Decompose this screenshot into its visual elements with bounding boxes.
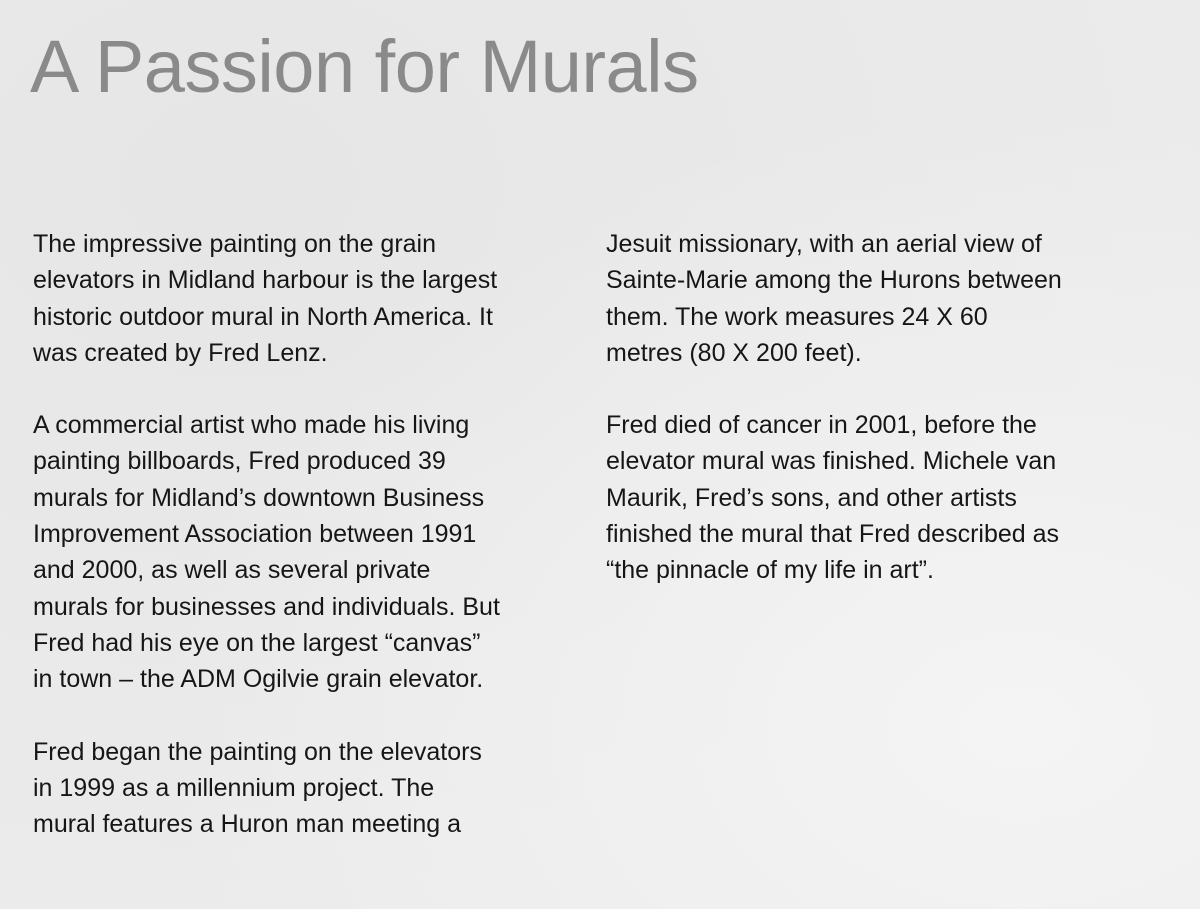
text-line: was created by Fred Lenz. (33, 338, 328, 367)
page-title: A Passion for Murals (30, 25, 699, 108)
text-line: in town – the ADM Ogilvie grain elevator. (33, 665, 484, 694)
text-line: mural features a Huron man meeting a (33, 810, 461, 839)
text-line: murals for businesses and individuals. But (33, 592, 500, 621)
text-line: them. The work measures 24 X 60 (606, 302, 988, 331)
text-line: in 1999 as a millennium project. The (33, 773, 435, 802)
text-line: “the pinnacle of my life in art”. (606, 556, 934, 585)
text-line: A commercial artist who made his living (33, 411, 470, 440)
text-line: murals for Midland’s downtown Business (33, 483, 485, 512)
text-line: and 2000, as well as several private (33, 556, 431, 585)
paragraph-intro (33, 226, 593, 371)
text-line: Fred had his eye on the largest “canvas” (33, 628, 481, 657)
paragraph-mural-description (606, 226, 1166, 371)
right-column (606, 226, 1166, 625)
text-line: painting billboards, Fred produced 39 (33, 447, 446, 476)
text-line: Jesuit missionary, with an aerial view of (606, 230, 1042, 258)
text-line: Improvement Association between 1991 (33, 520, 477, 549)
left-column (33, 226, 593, 878)
paragraph-project-start (33, 734, 593, 843)
paragraph-artist-background (33, 407, 593, 697)
text-line: elevator mural was finished. Michele van (606, 447, 1057, 476)
text-line: metres (80 X 200 feet). (606, 338, 862, 367)
text-line: Maurik, Fred’s sons, and other artists (606, 483, 1017, 512)
text-line: Fred died of cancer in 2001, before the (606, 411, 1037, 440)
text-line: Fred began the painting on the elevators (33, 737, 482, 766)
text-line: historic outdoor mural in North America. It (33, 302, 493, 331)
text-line: finished the mural that Fred described as (606, 520, 1060, 549)
text-line: Sainte-Marie among the Hurons between (606, 266, 1062, 295)
paragraph-completion (606, 407, 1166, 588)
text-line: elevators in Midland harbour is the largest (33, 266, 498, 295)
text-line: The impressive painting on the grain (33, 230, 437, 258)
